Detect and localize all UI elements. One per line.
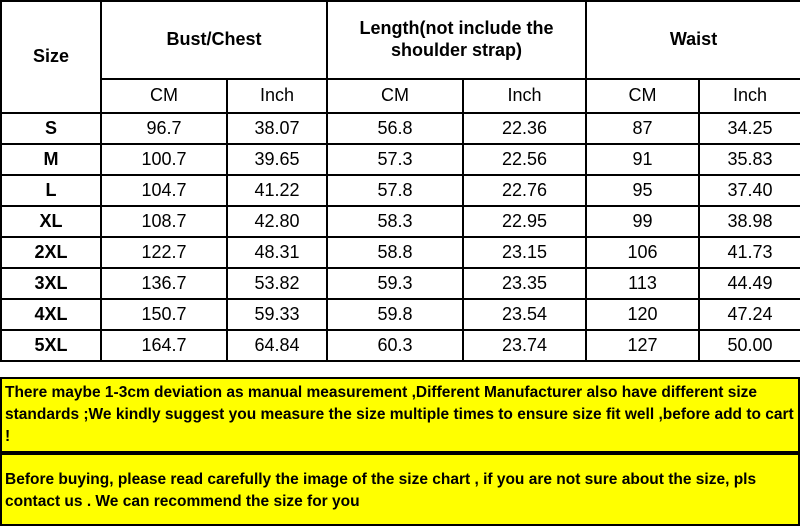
- waist-cm-cell: 87: [586, 113, 699, 144]
- bust-cm-cell: 96.7: [101, 113, 227, 144]
- bust-inch-cell: 39.65: [227, 144, 327, 175]
- waist-inch-cell: 50.00: [699, 330, 800, 361]
- length-cm-cell: 60.3: [327, 330, 463, 361]
- length-inch-cell: 23.74: [463, 330, 586, 361]
- bust-cm-cell: 108.7: [101, 206, 227, 237]
- bust-cm-cell: 164.7: [101, 330, 227, 361]
- waist-inch-cell: 47.24: [699, 299, 800, 330]
- size-header: Size: [1, 1, 101, 113]
- length-inch-cell: 23.35: [463, 268, 586, 299]
- table-row: [1, 237, 800, 268]
- waist-cm-cell: 120: [586, 299, 699, 330]
- length-cm-cell: 57.8: [327, 175, 463, 206]
- table-row: [1, 330, 800, 361]
- table-row: [1, 175, 800, 206]
- size-cell: 5XL: [1, 330, 101, 361]
- length-cm-cell: 59.3: [327, 268, 463, 299]
- length-inch-cell: 22.56: [463, 144, 586, 175]
- length-cm-cell: 58.3: [327, 206, 463, 237]
- bust-cm-header: CM: [101, 79, 227, 113]
- length-cm-cell: 57.3: [327, 144, 463, 175]
- length-cm-header: CM: [327, 79, 463, 113]
- waist-cm-cell: 106: [586, 237, 699, 268]
- bust-inch-cell: 53.82: [227, 268, 327, 299]
- waist-cm-cell: 127: [586, 330, 699, 361]
- size-cell: 3XL: [1, 268, 101, 299]
- table-row: [1, 299, 800, 330]
- waist-cm-cell: 91: [586, 144, 699, 175]
- size-cell: S: [1, 113, 101, 144]
- bust-cm-cell: 122.7: [101, 237, 227, 268]
- bust-inch-header: Inch: [227, 79, 327, 113]
- table-row: [1, 268, 800, 299]
- length-inch-cell: 22.36: [463, 113, 586, 144]
- bust-cm-cell: 150.7: [101, 299, 227, 330]
- waist-inch-header: Inch: [699, 79, 800, 113]
- length-inch-cell: 23.15: [463, 237, 586, 268]
- length-header: Length(not include the shoulder strap): [327, 1, 586, 79]
- waist-inch-cell: 35.83: [699, 144, 800, 175]
- size-cell: L: [1, 175, 101, 206]
- bust-cm-cell: 104.7: [101, 175, 227, 206]
- bust-cm-cell: 100.7: [101, 144, 227, 175]
- length-inch-cell: 22.95: [463, 206, 586, 237]
- bust-chest-header: Bust/Chest: [101, 1, 327, 79]
- waist-inch-cell: 34.25: [699, 113, 800, 144]
- header-row-units: [1, 79, 800, 113]
- header-row-groups: [1, 1, 800, 79]
- bust-inch-cell: 41.22: [227, 175, 327, 206]
- waist-header: Waist: [586, 1, 800, 79]
- size-cell: 2XL: [1, 237, 101, 268]
- waist-inch-cell: 41.73: [699, 237, 800, 268]
- waist-cm-cell: 99: [586, 206, 699, 237]
- size-cell: XL: [1, 206, 101, 237]
- contact-note: Before buying, please read carefully the image of the size chart , if you are not sure about the size, pls contact us . We can recommend the size for you: [0, 453, 800, 526]
- deviation-note: There maybe 1-3cm deviation as manual measurement ,Different Manufacturer also have different size standards ;We kindly suggest you measure the size multiple times to ensure size fit well ,before add to cart !: [0, 377, 800, 453]
- waist-inch-cell: 37.40: [699, 175, 800, 206]
- waist-cm-cell: 113: [586, 268, 699, 299]
- length-inch-cell: 23.54: [463, 299, 586, 330]
- waist-inch-cell: 44.49: [699, 268, 800, 299]
- bust-inch-cell: 48.31: [227, 237, 327, 268]
- length-inch-cell: 22.76: [463, 175, 586, 206]
- bust-inch-cell: 64.84: [227, 330, 327, 361]
- waist-cm-header: CM: [586, 79, 699, 113]
- waist-inch-cell: 38.98: [699, 206, 800, 237]
- size-cell: M: [1, 144, 101, 175]
- bust-cm-cell: 136.7: [101, 268, 227, 299]
- size-cell: 4XL: [1, 299, 101, 330]
- length-cm-cell: 56.8: [327, 113, 463, 144]
- bust-inch-cell: 59.33: [227, 299, 327, 330]
- waist-cm-cell: 95: [586, 175, 699, 206]
- length-cm-cell: 58.8: [327, 237, 463, 268]
- table-row: [1, 144, 800, 175]
- table-row: [1, 206, 800, 237]
- table-row: [1, 113, 800, 144]
- bust-inch-cell: 42.80: [227, 206, 327, 237]
- length-cm-cell: 59.8: [327, 299, 463, 330]
- length-inch-header: Inch: [463, 79, 586, 113]
- table-body: [1, 113, 800, 361]
- bust-inch-cell: 38.07: [227, 113, 327, 144]
